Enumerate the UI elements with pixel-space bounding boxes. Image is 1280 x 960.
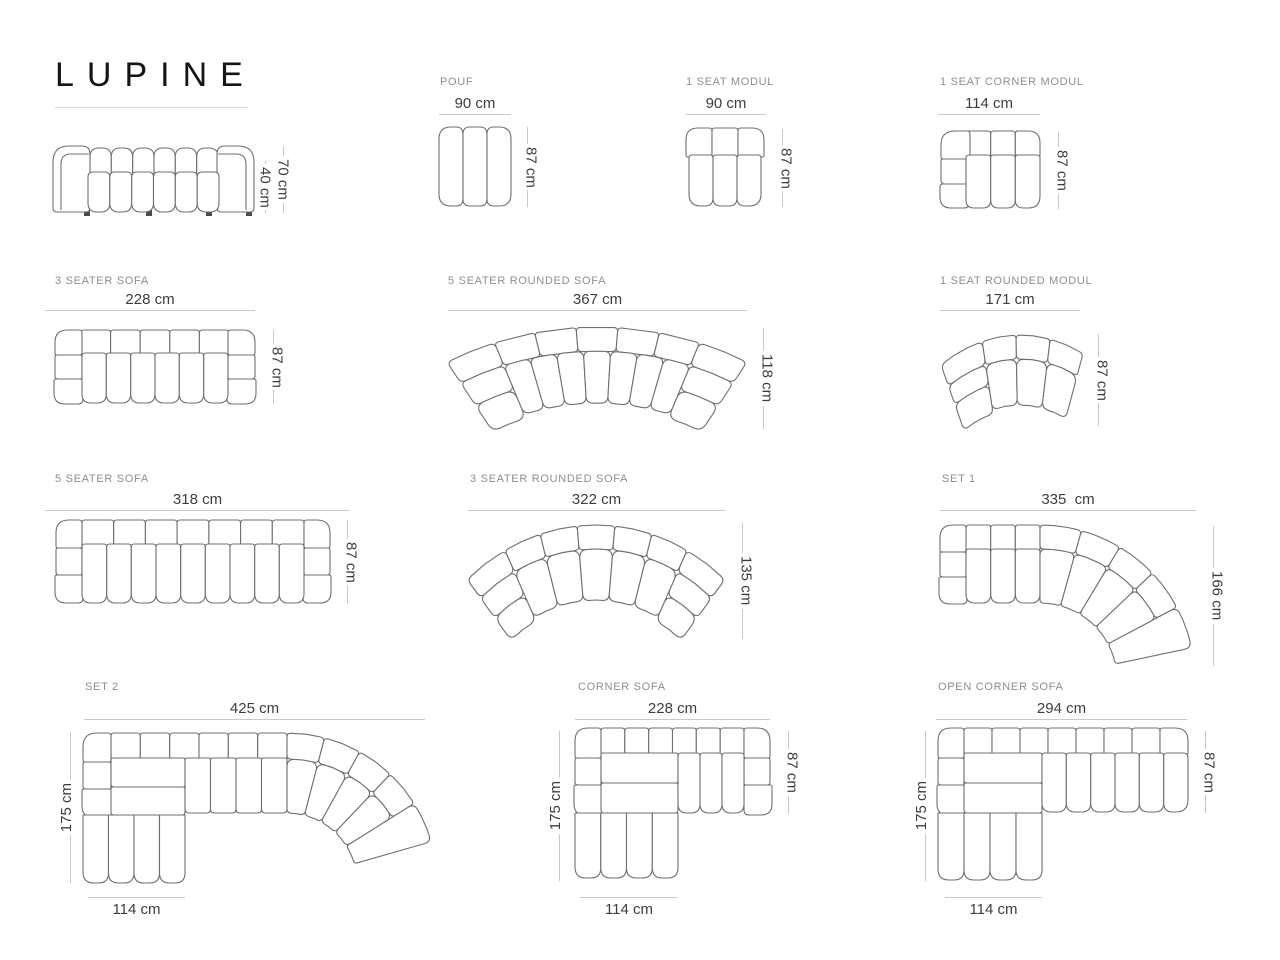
dim-5-rounded-width: 367 cm [448,292,747,311]
label-5-seater: 5 SEATER SOFA [55,473,149,485]
brand-title: LUPINE [55,56,256,94]
label-corner-sofa: CORNER SOFA [578,681,666,693]
dim-3-rounded-width: 322 cm [468,492,725,511]
dim-5-seater-depth: 87 cm [338,520,356,604]
dim-open-corner-width: 294 cm [936,701,1187,720]
dim-5-seater-width: 318 cm [45,492,350,511]
corner-sofa-drawing [574,728,772,878]
hero-sofa-front-drawing [53,146,254,216]
dim-3-seater-depth: 87 cm [264,330,282,404]
dim-pouf-depth: 87 cm [518,127,536,207]
label-set2: SET 2 [85,681,119,693]
dim-set1-depth: 166 cm [1204,526,1222,666]
three-seater-drawing [54,330,256,404]
dim-set1-width: 335 cm [940,492,1196,511]
dim-pouf-width: 90 cm [439,96,511,115]
label-3-rounded: 3 SEATER ROUNDED SOFA [470,473,629,485]
dim-hero-height: 70 cm [274,146,292,213]
dim-corner-modul-width: 114 cm [938,96,1040,115]
dim-corner-modul-depth: 87 cm [1049,132,1067,209]
dim-hero-seat-height: 40 cm [256,161,274,213]
rounded-modul-drawing [942,335,1082,428]
pouf-drawing [439,127,511,206]
label-pouf: POUF [440,76,474,88]
dim-3-rounded-depth: 135 cm [733,523,751,639]
five-seater-drawing [55,520,331,603]
dim-seat-modul-width: 90 cm [686,96,766,115]
label-1-rounded: 1 SEAT ROUNDED MODUL [940,275,1093,287]
label-open-corner: OPEN CORNER SOFA [938,681,1064,693]
dim-corner-sofa-width: 228 cm [575,701,770,720]
dim-set2-front: 114 cm [88,897,185,917]
dim-set2-side: 175 cm [61,732,79,883]
set2-drawing [82,733,430,883]
label-seat-modul: 1 SEAT MODUL [686,76,775,88]
dim-5-rounded-depth: 118 cm [754,328,772,429]
dim-corner-sofa-front: 114 cm [580,897,678,917]
dim-open-corner-depth: 87 cm [1196,731,1214,813]
set1-drawing [939,525,1190,663]
dim-open-corner-side: 175 cm [916,731,934,881]
dim-3-seater-width: 228 cm [45,292,255,311]
brand-underline [55,107,248,108]
label-5-rounded: 5 SEATER ROUNDED SOFA [448,275,607,287]
rounded-five-seater-drawing [449,328,745,429]
dim-corner-sofa-side: 175 cm [550,731,568,881]
corner-modul-drawing [940,131,1040,208]
dim-open-corner-front: 114 cm [945,897,1042,917]
rounded-three-seater-drawing [469,525,723,637]
label-set1: SET 1 [942,473,976,485]
seat-modul-drawing [686,128,764,206]
dim-set2-width: 425 cm [84,701,425,720]
open-corner-sofa-drawing [937,728,1188,880]
dim-seat-modul-depth: 87 cm [773,129,791,207]
dim-1-rounded-width: 171 cm [940,292,1080,311]
label-3-seater: 3 SEATER SOFA [55,275,149,287]
label-corner-modul: 1 SEAT CORNER MODUL [940,76,1084,88]
dim-1-rounded-depth: 87 cm [1089,334,1107,426]
dim-corner-sofa-depth: 87 cm [779,731,797,814]
